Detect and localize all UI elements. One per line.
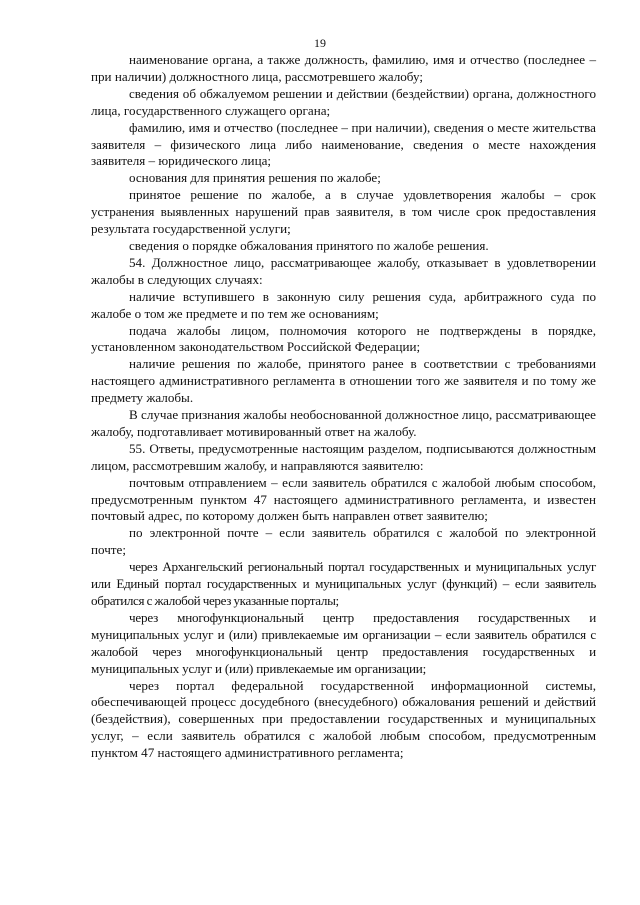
paragraph-decision-grounds: основания для принятия решения по жалобе; xyxy=(129,170,381,186)
paragraph-portal-delivery: через Архангельский региональный портал государственных и муниципальных услуг или Единый портал государственных и муниципальных услуг (функций) – если заявитель обратился с жалобой через указанные порталы; xyxy=(91,559,596,608)
paragraph-reviewer-name: наименование органа, а также должность, фамилию, имя и отчество (последнее – при наличии) должностного лица, рассмотревшего жалобу; xyxy=(91,52,596,84)
paragraph-postal-delivery: почтовым отправлением – если заявитель обратился с жалобой любым способом, предусмотренным пунктом 47 настоящего административного регламента, и известен почтовый адрес, по которому должен быть направлен ответ заявителю; xyxy=(91,474,596,524)
paragraph-unfounded-complaint: В случае признания жалобы необоснованной должностное лицо, рассматривающее жалобу, подготавливает мотивированный ответ на жалобу. xyxy=(91,407,596,439)
paragraph-appeal-procedure: сведения о порядке обжалования принятого по жалобе решения. xyxy=(129,237,489,253)
paragraph-decision-taken: принятое решение по жалобе, а в случае удовлетворения жалобы – срок устранения выявленных нарушений прав заявителя, в том числе срок предоставления результата государственной услуги; xyxy=(91,187,596,237)
page-number: 19 xyxy=(314,36,326,50)
paragraph-court-decision: наличие вступившего в законную силу решения суда, арбитражного суда по жалобе о том же предмете и по тем же основаниям; xyxy=(91,288,596,321)
paragraph-clause-54: 54. Должностное лицо, рассматривающее жалобу, отказывает в удовлетворении жалобы в следующих случаях: xyxy=(91,254,596,287)
paragraph-applicant-details: фамилию, имя и отчество (последнее – при наличии), сведения о месте жительства заявителя – физического лица либо наименование, сведения о месте нахождения заявителя – юридического лица; xyxy=(91,119,596,169)
paragraph-federal-system-delivery: через портал федеральной государственной информационной системы, обеспечивающей процесс досудебного (внесудебного) обжалования решений и действий (бездействия), совершенных при предоставлении государственных и муниципальных услуг, – если заявитель обратился с жалобой любым способом, предусмотренным пунктом 47 настоящего административного регламента; xyxy=(91,677,596,761)
paragraph-email-delivery: по электронной почте – если заявитель обратился с жалобой по электронной почте; xyxy=(91,525,596,558)
paragraph-prior-decision: наличие решения по жалобе, принятого ранее в соответствии с требованиями настоящего административного регламента в отношении того же заявителя и по тому же предмету жалобы. xyxy=(91,356,596,406)
paragraph-unauthorized-filing: подача жалобы лицом, полномочия которого не подтверждены в порядке, установленном законодательством Российской Федерации; xyxy=(91,322,596,355)
paragraph-appealed-decision: сведения об обжалуемом решении и действии (бездействии) органа, должностного лица, государственного служащего органа; xyxy=(91,85,596,118)
paragraph-clause-55: 55. Ответы, предусмотренные настоящим разделом, подписываются должностным лицом, рассмотревшим жалобу, и направляются заявителю: xyxy=(91,440,596,473)
paragraph-mfc-delivery: через многофункциональный центр предоставления государственных и муниципальных услуг и (или) привлекаемые им организации – если заявитель обратился с жалобой через многофункциональный центр предоставления государственных и муниципальных услуг и (или) привлекаемые им организации; xyxy=(91,609,596,676)
document-body xyxy=(91,52,596,762)
